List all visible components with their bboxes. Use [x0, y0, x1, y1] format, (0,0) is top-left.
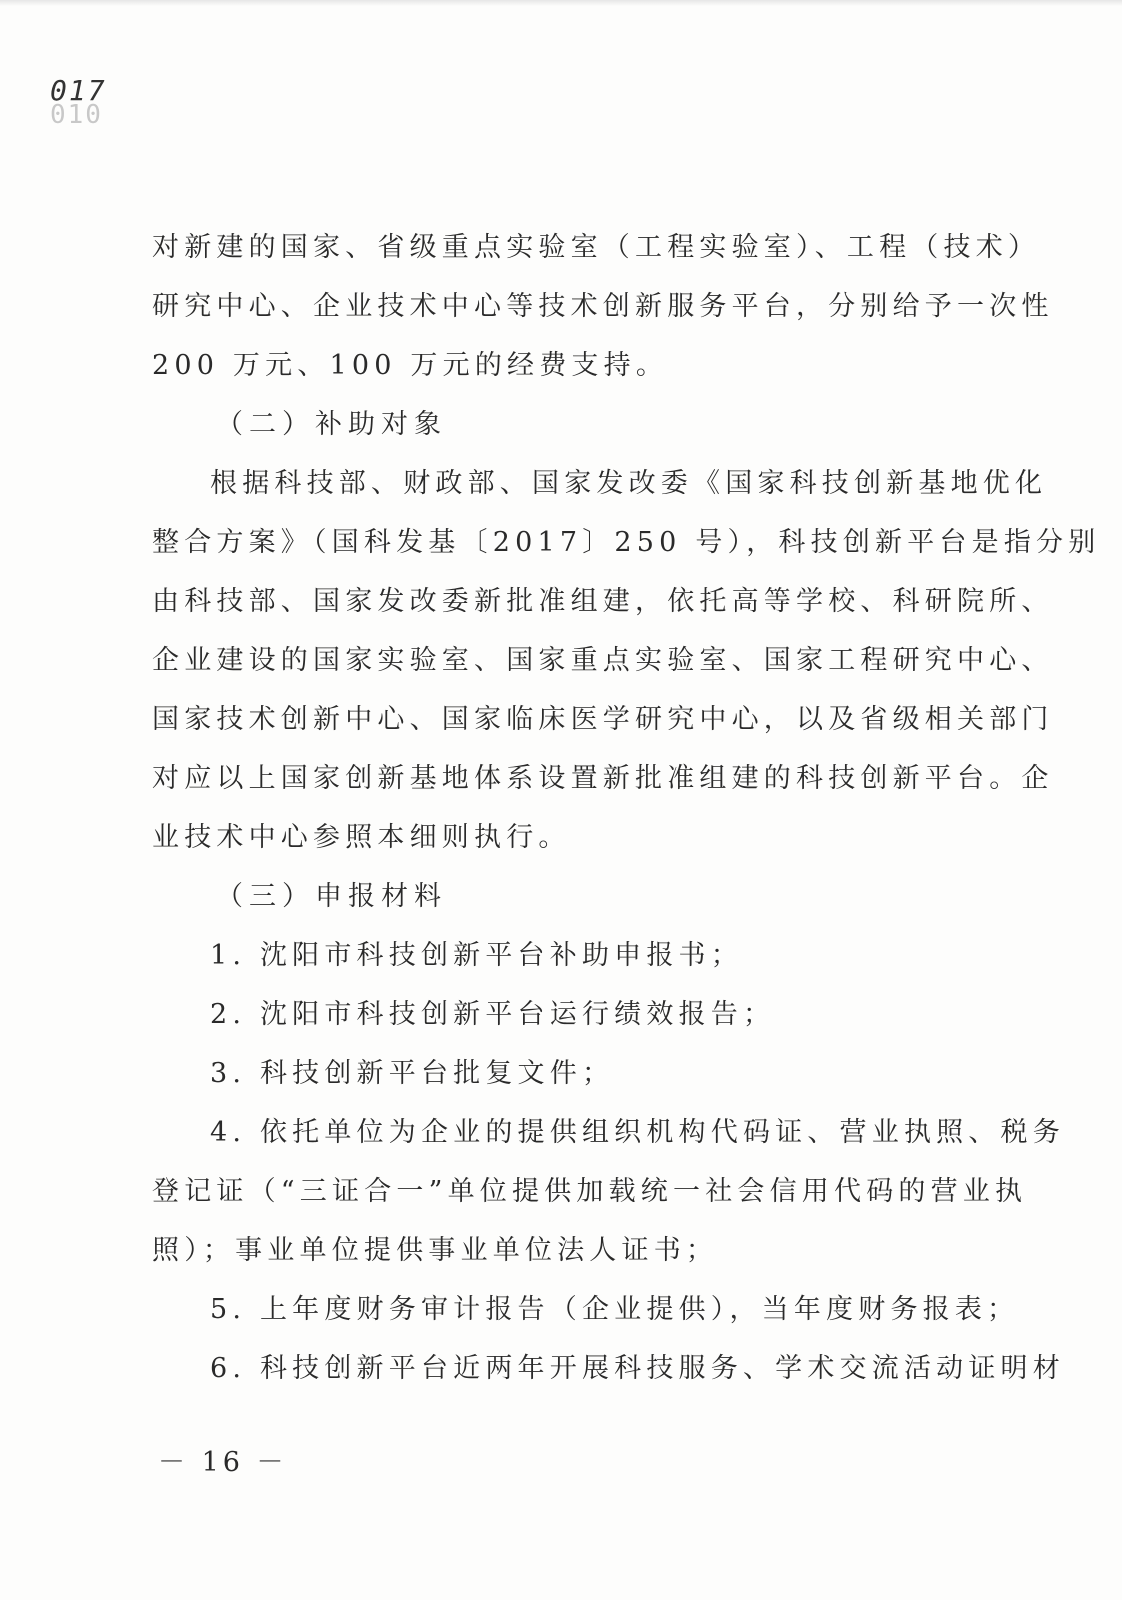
list-item: 2. 沈阳市科技创新平台运行绩效报告； [210, 999, 776, 1030]
text-line: 根据科技部、财政部、国家发改委《国家科技创新基地优化 [210, 468, 1048, 499]
text-line: 照）；事业单位提供事业单位法人证书； [152, 1235, 719, 1266]
list-item: 4. 依托单位为企业的提供组织机构代码证、营业执照、税务 [210, 1117, 1065, 1148]
list-item: 1. 沈阳市科技创新平台补助申报书； [210, 940, 743, 971]
list-item: 6. 科技创新平台近两年开展科技服务、学术交流活动证明材 [210, 1353, 1065, 1384]
faded-page-stamp: 010 [50, 100, 103, 130]
list-item: 3. 科技创新平台批复文件； [210, 1058, 615, 1089]
list-item: 5. 上年度财务审计报告（企业提供），当年度财务报表； [210, 1294, 1020, 1325]
text-line: 研究中心、企业技术中心等技术创新服务平台，分别给予一次性 [152, 291, 1054, 322]
text-line: 由科技部、国家发改委新批准组建，依托高等学校、科研院所、 [152, 586, 1054, 617]
section-heading-application-materials: （三）申报材料 [216, 881, 447, 912]
text-line: 企业建设的国家实验室、国家重点实验室、国家工程研究中心、 [152, 645, 1054, 676]
text-line: 整合方案》（国科发基〔2017〕250 号），科技创新平台是指分别 [152, 527, 1101, 558]
section-heading-subsidy-target: （二）补助对象 [216, 409, 447, 440]
text-line: 国家技术创新中心、国家临床医学研究中心，以及省级相关部门 [152, 704, 1054, 735]
text-line: 登记证（“三证合一”单位提供加载统一社会信用代码的营业执 [152, 1176, 1028, 1207]
handwritten-page-stamp: 017 [50, 74, 107, 107]
text-line: 业技术中心参照本细则执行。 [152, 822, 571, 853]
document-body [152, 222, 1101, 1402]
text-line: 200 万元、100 万元的经费支持。 [152, 350, 669, 381]
text-line: 对应以上国家创新基地体系设置新批准组建的科技创新平台。企 [152, 763, 1054, 794]
page-number: － 16 － [158, 1447, 288, 1478]
text-line: 对新建的国家、省级重点实验室（工程实验室）、工程（技术） [152, 232, 1041, 263]
scan-edge [0, 0, 1122, 6]
